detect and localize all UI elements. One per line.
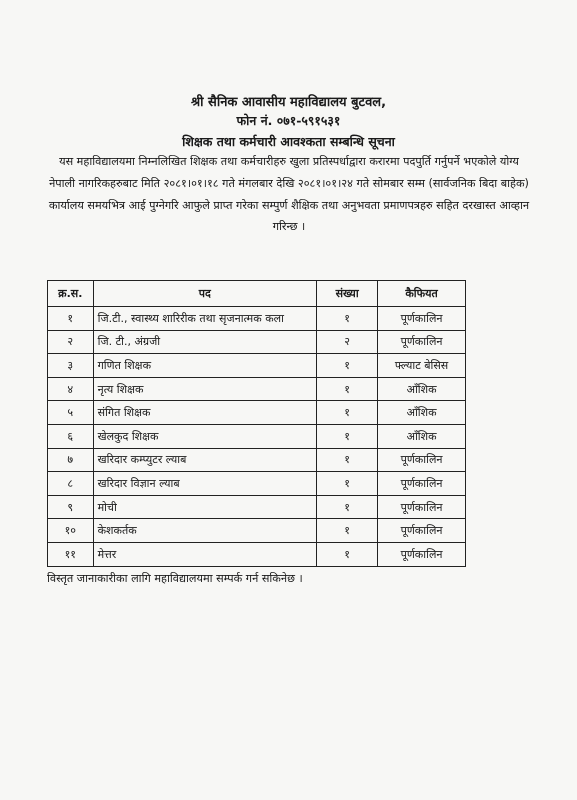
col-header-sn: क्र.स. xyxy=(48,281,94,307)
cell-sn: ११ xyxy=(48,542,94,566)
col-header-qty: संख्या xyxy=(317,281,378,307)
cell-sn: ३ xyxy=(48,354,94,378)
table-row xyxy=(48,542,466,566)
cell-remark: आँशिक xyxy=(378,424,466,448)
cell-post: खरिदार विज्ञान ल्याब xyxy=(93,472,317,496)
cell-qty: १ xyxy=(317,354,378,378)
cell-remark: पूर्णकालिन xyxy=(378,448,466,472)
cell-post: संगित शिक्षक xyxy=(93,401,317,425)
cell-post: नृत्य शिक्षक xyxy=(93,377,317,401)
table-row xyxy=(48,519,466,543)
cell-sn: १० xyxy=(48,519,94,543)
cell-sn: ७ xyxy=(48,448,94,472)
institution-name: श्री सैनिक आवासीय महाविद्यालय बुटवल, xyxy=(190,95,387,110)
cell-qty: १ xyxy=(317,377,378,401)
cell-remark: पूर्णकालिन xyxy=(378,519,466,543)
col-header-post: पद xyxy=(93,281,317,307)
cell-qty: १ xyxy=(317,307,378,331)
cell-post: खरिदार कम्प्युटर ल्याब xyxy=(93,448,317,472)
cell-remark: फ्ल्याट बेसिस xyxy=(378,354,466,378)
cell-remark: पूर्णकालिन xyxy=(378,495,466,519)
cell-remark: आँशिक xyxy=(378,377,466,401)
cell-qty: २ xyxy=(317,330,378,354)
table-row xyxy=(48,401,466,425)
table-row xyxy=(48,354,466,378)
cell-remark: पूर्णकालिन xyxy=(378,472,466,496)
cell-qty: १ xyxy=(317,495,378,519)
table-row xyxy=(48,448,466,472)
cell-sn: ४ xyxy=(48,377,94,401)
cell-sn: ६ xyxy=(48,424,94,448)
cell-qty: १ xyxy=(317,519,378,543)
footer-note: विस्तृत जानाकारीका लागि महाविद्यालयमा सम्पर्क गर्न सकिनेछ । xyxy=(47,572,303,585)
table-row xyxy=(48,307,466,331)
cell-remark: आँशिक xyxy=(378,401,466,425)
cell-remark: पूर्णकालिन xyxy=(378,330,466,354)
table-header-row xyxy=(48,281,466,307)
cell-post: मोची xyxy=(93,495,317,519)
cell-post: गणित शिक्षक xyxy=(93,354,317,378)
phone-number: फोन नं. ०७१-५९१५३१ xyxy=(236,113,341,128)
cell-sn: ९ xyxy=(48,495,94,519)
cell-remark: पूर्णकालिन xyxy=(378,542,466,566)
cell-qty: १ xyxy=(317,542,378,566)
cell-post: केशकर्तक xyxy=(93,519,317,543)
cell-post: जि. टी., अंग्रजी xyxy=(93,330,317,354)
col-header-remark: कैफियत xyxy=(378,281,466,307)
cell-sn: ८ xyxy=(48,472,94,496)
cell-remark: पूर्णकालिन xyxy=(378,307,466,331)
table-row xyxy=(48,472,466,496)
cell-post: मेत्तर xyxy=(93,542,317,566)
cell-qty: १ xyxy=(317,472,378,496)
cell-qty: १ xyxy=(317,448,378,472)
cell-sn: १ xyxy=(48,307,94,331)
table-row xyxy=(48,330,466,354)
cell-sn: ५ xyxy=(48,401,94,425)
table-row xyxy=(48,424,466,448)
table-row xyxy=(48,377,466,401)
cell-qty: १ xyxy=(317,401,378,425)
cell-post: खेलकुद शिक्षक xyxy=(93,424,317,448)
notice-title: शिक्षक तथा कर्मचारी आवश्कता सम्बन्धि सूचना xyxy=(182,134,395,149)
cell-qty: १ xyxy=(317,424,378,448)
vacancy-table xyxy=(47,280,466,567)
table-row xyxy=(48,495,466,519)
notice-body: यस महाविद्यालयमा निम्नलिखित शिक्षक तथा कर्मचारीहरु खुला प्रतिस्पर्धाद्वारा करारमा पदपुर्ति गर्नुपर्ने भएकोले योग्य नेपाली नागरिकहरुबाट मिति २०८१।०१।१८ गते मंगलबार देखि २०८१।०१।२४ गते सोमबार सम्म (सार्वजनिक बिदा बाहेक) कार्यालय समयभित्र आई पुग्नेगरि आफुले प्राप्त गरेका सम्पुर्ण शैक्षिक तथा अनुभवता प्रमाणपत्रहरु सहित दरखास्त आव्हान गरिन्छ । xyxy=(48,155,530,234)
cell-post: जि.टी., स्वास्थ्य शारिरीक तथा सृजनात्मक कला xyxy=(93,307,317,331)
cell-sn: २ xyxy=(48,330,94,354)
